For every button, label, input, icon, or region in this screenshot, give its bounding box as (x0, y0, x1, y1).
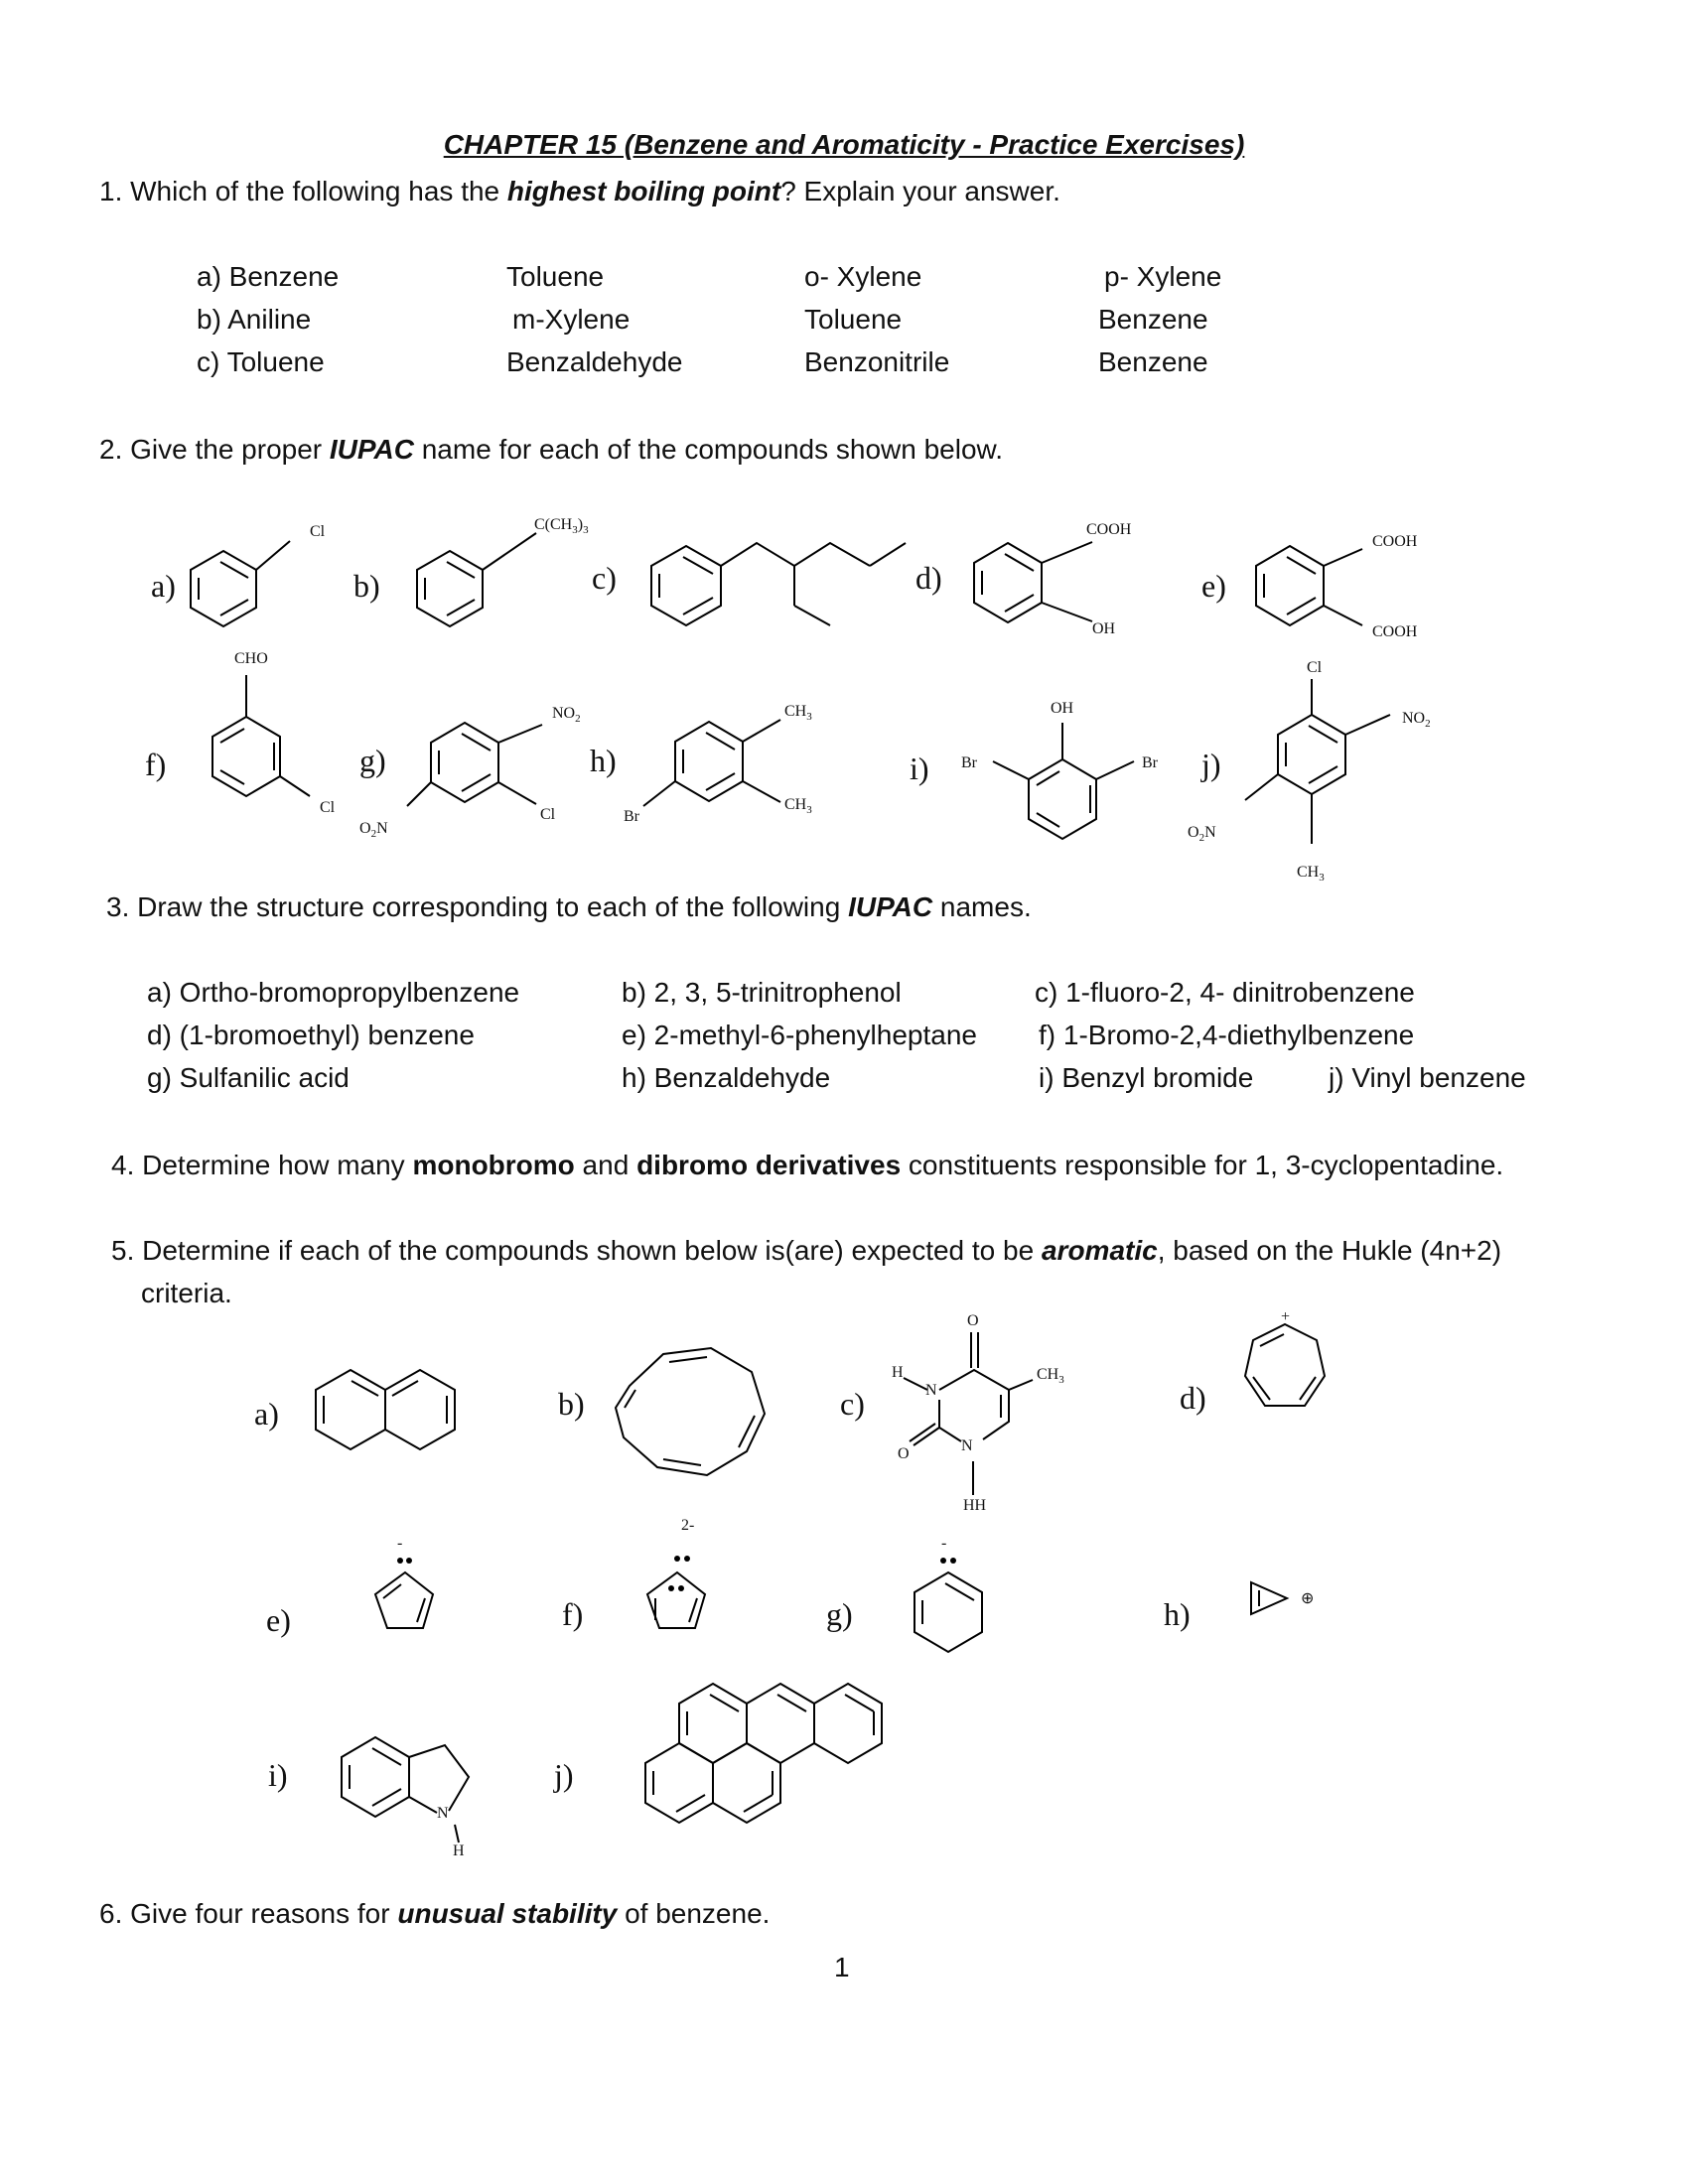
q5e-minus: - (397, 1535, 403, 1552)
question-3 (106, 891, 1032, 923)
q3-item-b: b) 2, 3, 5-trinitrophenol (622, 977, 902, 1008)
q2d-oh: OH (1092, 620, 1116, 637)
q5-label-a: a) (254, 1396, 279, 1432)
q2-label-d: d) (915, 560, 942, 596)
question-2 (99, 434, 1003, 466)
q2j-no2: $NO_2$ (1402, 710, 1431, 731)
q5c-ch3: $CH_3$ (1037, 1366, 1064, 1387)
q2g-o2n: $O_2N$ (359, 820, 388, 841)
q6-text-end: of benzene. (617, 1898, 771, 1929)
q3-text-end: names. (932, 891, 1032, 922)
q1-r3-c1: c) Toluene (197, 346, 325, 377)
q1-r2-c3: Toluene (804, 304, 903, 335)
q2i-br-right: Br (1142, 754, 1158, 771)
q4-emphasis-2: dibromo derivatives (636, 1150, 902, 1180)
q1-r2-c1: b) Aniline (197, 304, 312, 335)
q2j-cl: Cl (1307, 659, 1323, 676)
q5i-n: N (437, 1805, 449, 1822)
q3-item-i: i) Benzyl bromide (1039, 1062, 1254, 1093)
question-4 (111, 1150, 1503, 1181)
q6-text: 6. Give four reasons for (99, 1898, 398, 1929)
q4-emphasis-1: monobromo (412, 1150, 575, 1180)
q3-item-a: a) Ortho-bromopropylbenzene (147, 977, 520, 1008)
q5-text: 5. Determine if each of the compounds shown below is(are) expected to be (111, 1235, 1042, 1266)
q5-label-c: c) (840, 1386, 865, 1422)
question-5 (111, 1235, 1501, 1267)
q1-r1-c1: a) Benzene (197, 261, 340, 292)
q5g-minus: - (941, 1535, 947, 1552)
q5-structure-j (0, 0, 1, 1)
q2d-cooh: COOH (1086, 521, 1132, 538)
q5c-hh: HH (963, 1497, 987, 1514)
q3-emphasis: IUPAC (848, 891, 933, 922)
q2i-br-left: Br (961, 754, 977, 771)
q1-r2-c4: Benzene (1098, 304, 1208, 335)
q1-emphasis: highest boiling point (506, 176, 781, 206)
q3-item-j: j) Vinyl benzene (1329, 1062, 1526, 1093)
q5-label-i: i) (268, 1757, 288, 1793)
q2-label-a: a) (151, 568, 176, 604)
q2f-cl: Cl (320, 799, 336, 816)
q2j-ch3: $CH_3$ (1297, 864, 1325, 885)
page-title: CHAPTER 15 (Benzene and Aromaticity - Practice Exercises) (443, 129, 1245, 160)
q3-item-c: c) 1-fluoro-2, 4- dinitrobenzene (1035, 977, 1415, 1008)
q2-text: 2. Give the proper (99, 434, 330, 465)
q5-label-h: h) (1164, 1596, 1191, 1632)
q2-label-c: c) (592, 560, 617, 596)
q5-emphasis: aromatic (1041, 1235, 1158, 1266)
q5-label-j: j) (554, 1757, 574, 1793)
question-6 (99, 1898, 770, 1930)
q1-r2-c2: m-Xylene (512, 304, 631, 335)
q1-r3-c3: Benzonitrile (804, 346, 950, 377)
q2j-o2n: $O_2N$ (1188, 824, 1216, 845)
q2h-ch3-top: $CH_3$ (784, 703, 812, 724)
q2-label-b: b) (353, 568, 380, 604)
q2b-cch3: $C(CH_3)_3$ (534, 516, 589, 537)
q3-text: 3. Draw the structure corresponding to each of the following (106, 891, 849, 922)
q4-text: 4. Determine how many (111, 1150, 413, 1180)
q3-item-f: f) 1-Bromo-2,4-diethylbenzene (1039, 1020, 1415, 1050)
q5i-h: H (453, 1843, 465, 1859)
q5c-h: H (892, 1364, 904, 1381)
question-5-line-2: criteria. (141, 1278, 232, 1308)
q2-label-e: e) (1201, 568, 1226, 604)
q2e-cooh-bottom: COOH (1372, 623, 1418, 640)
q1-r3-c2: Benzaldehyde (506, 346, 683, 377)
q1-text-end: ? Explain your answer. (780, 176, 1060, 206)
q2a-cl: Cl (310, 523, 326, 540)
q5-label-d: d) (1180, 1380, 1206, 1416)
q5d-plus: + (1281, 1308, 1291, 1325)
q3-item-g: g) Sulfanilic acid (147, 1062, 350, 1093)
q2h-br: Br (624, 808, 639, 825)
q2-label-h: h) (590, 743, 617, 778)
q2e-cooh-top: COOH (1372, 533, 1418, 550)
q2-label-f: f) (145, 747, 167, 782)
q4-text-end: constituents responsible for 1, 3-cyclopentadine. (901, 1150, 1504, 1180)
q2f-cho: CHO (234, 650, 268, 667)
page-number: 1 (834, 1952, 850, 1982)
q1-r3-c4: Benzene (1098, 346, 1208, 377)
q3-item-h: h) Benzaldehyde (622, 1062, 831, 1093)
q4-text-mid: and (574, 1150, 637, 1180)
q5c-n-bottom: N (961, 1437, 973, 1454)
q1-r1-c3: o- Xylene (804, 261, 922, 292)
q3-item-d: d) (1-bromoethyl) benzene (147, 1020, 475, 1050)
q6-emphasis: unusual stability (397, 1898, 618, 1929)
q2i-oh: OH (1051, 700, 1074, 717)
q2-label-i: i) (910, 751, 929, 786)
q1-r1-c2: Toluene (506, 261, 605, 292)
q2-emphasis: IUPAC (329, 434, 414, 465)
q5c-o-top: O (967, 1312, 979, 1329)
q2g-no2: $NO_2$ (552, 705, 581, 726)
q5-label-b: b) (558, 1386, 585, 1422)
q5h-charge: ⊕ (1301, 1590, 1315, 1607)
q3-item-e: e) 2-methyl-6-phenylheptane (622, 1020, 977, 1050)
q1-r1-c4: p- Xylene (1104, 261, 1222, 292)
q2g-cl: Cl (540, 806, 556, 823)
q5-text-end: , based on the Hukle (4n+2) (1157, 1235, 1502, 1266)
q5-label-e: e) (266, 1602, 291, 1638)
q2h-ch3-bottom: $CH_3$ (784, 796, 812, 817)
q5f-charge: 2- (681, 1517, 695, 1534)
q2-text-end: name for each of the compounds shown below. (413, 434, 1003, 465)
q1-text: 1. Which of the following has the (99, 176, 507, 206)
question-1 (99, 176, 1060, 207)
q2-label-j: j) (1201, 747, 1221, 782)
q5c-n-left: N (925, 1382, 937, 1399)
q2-label-g: g) (359, 743, 386, 778)
q5-label-f: f) (562, 1596, 584, 1632)
q5c-o-bottom: O (898, 1445, 910, 1462)
q5-label-g: g) (826, 1596, 853, 1632)
